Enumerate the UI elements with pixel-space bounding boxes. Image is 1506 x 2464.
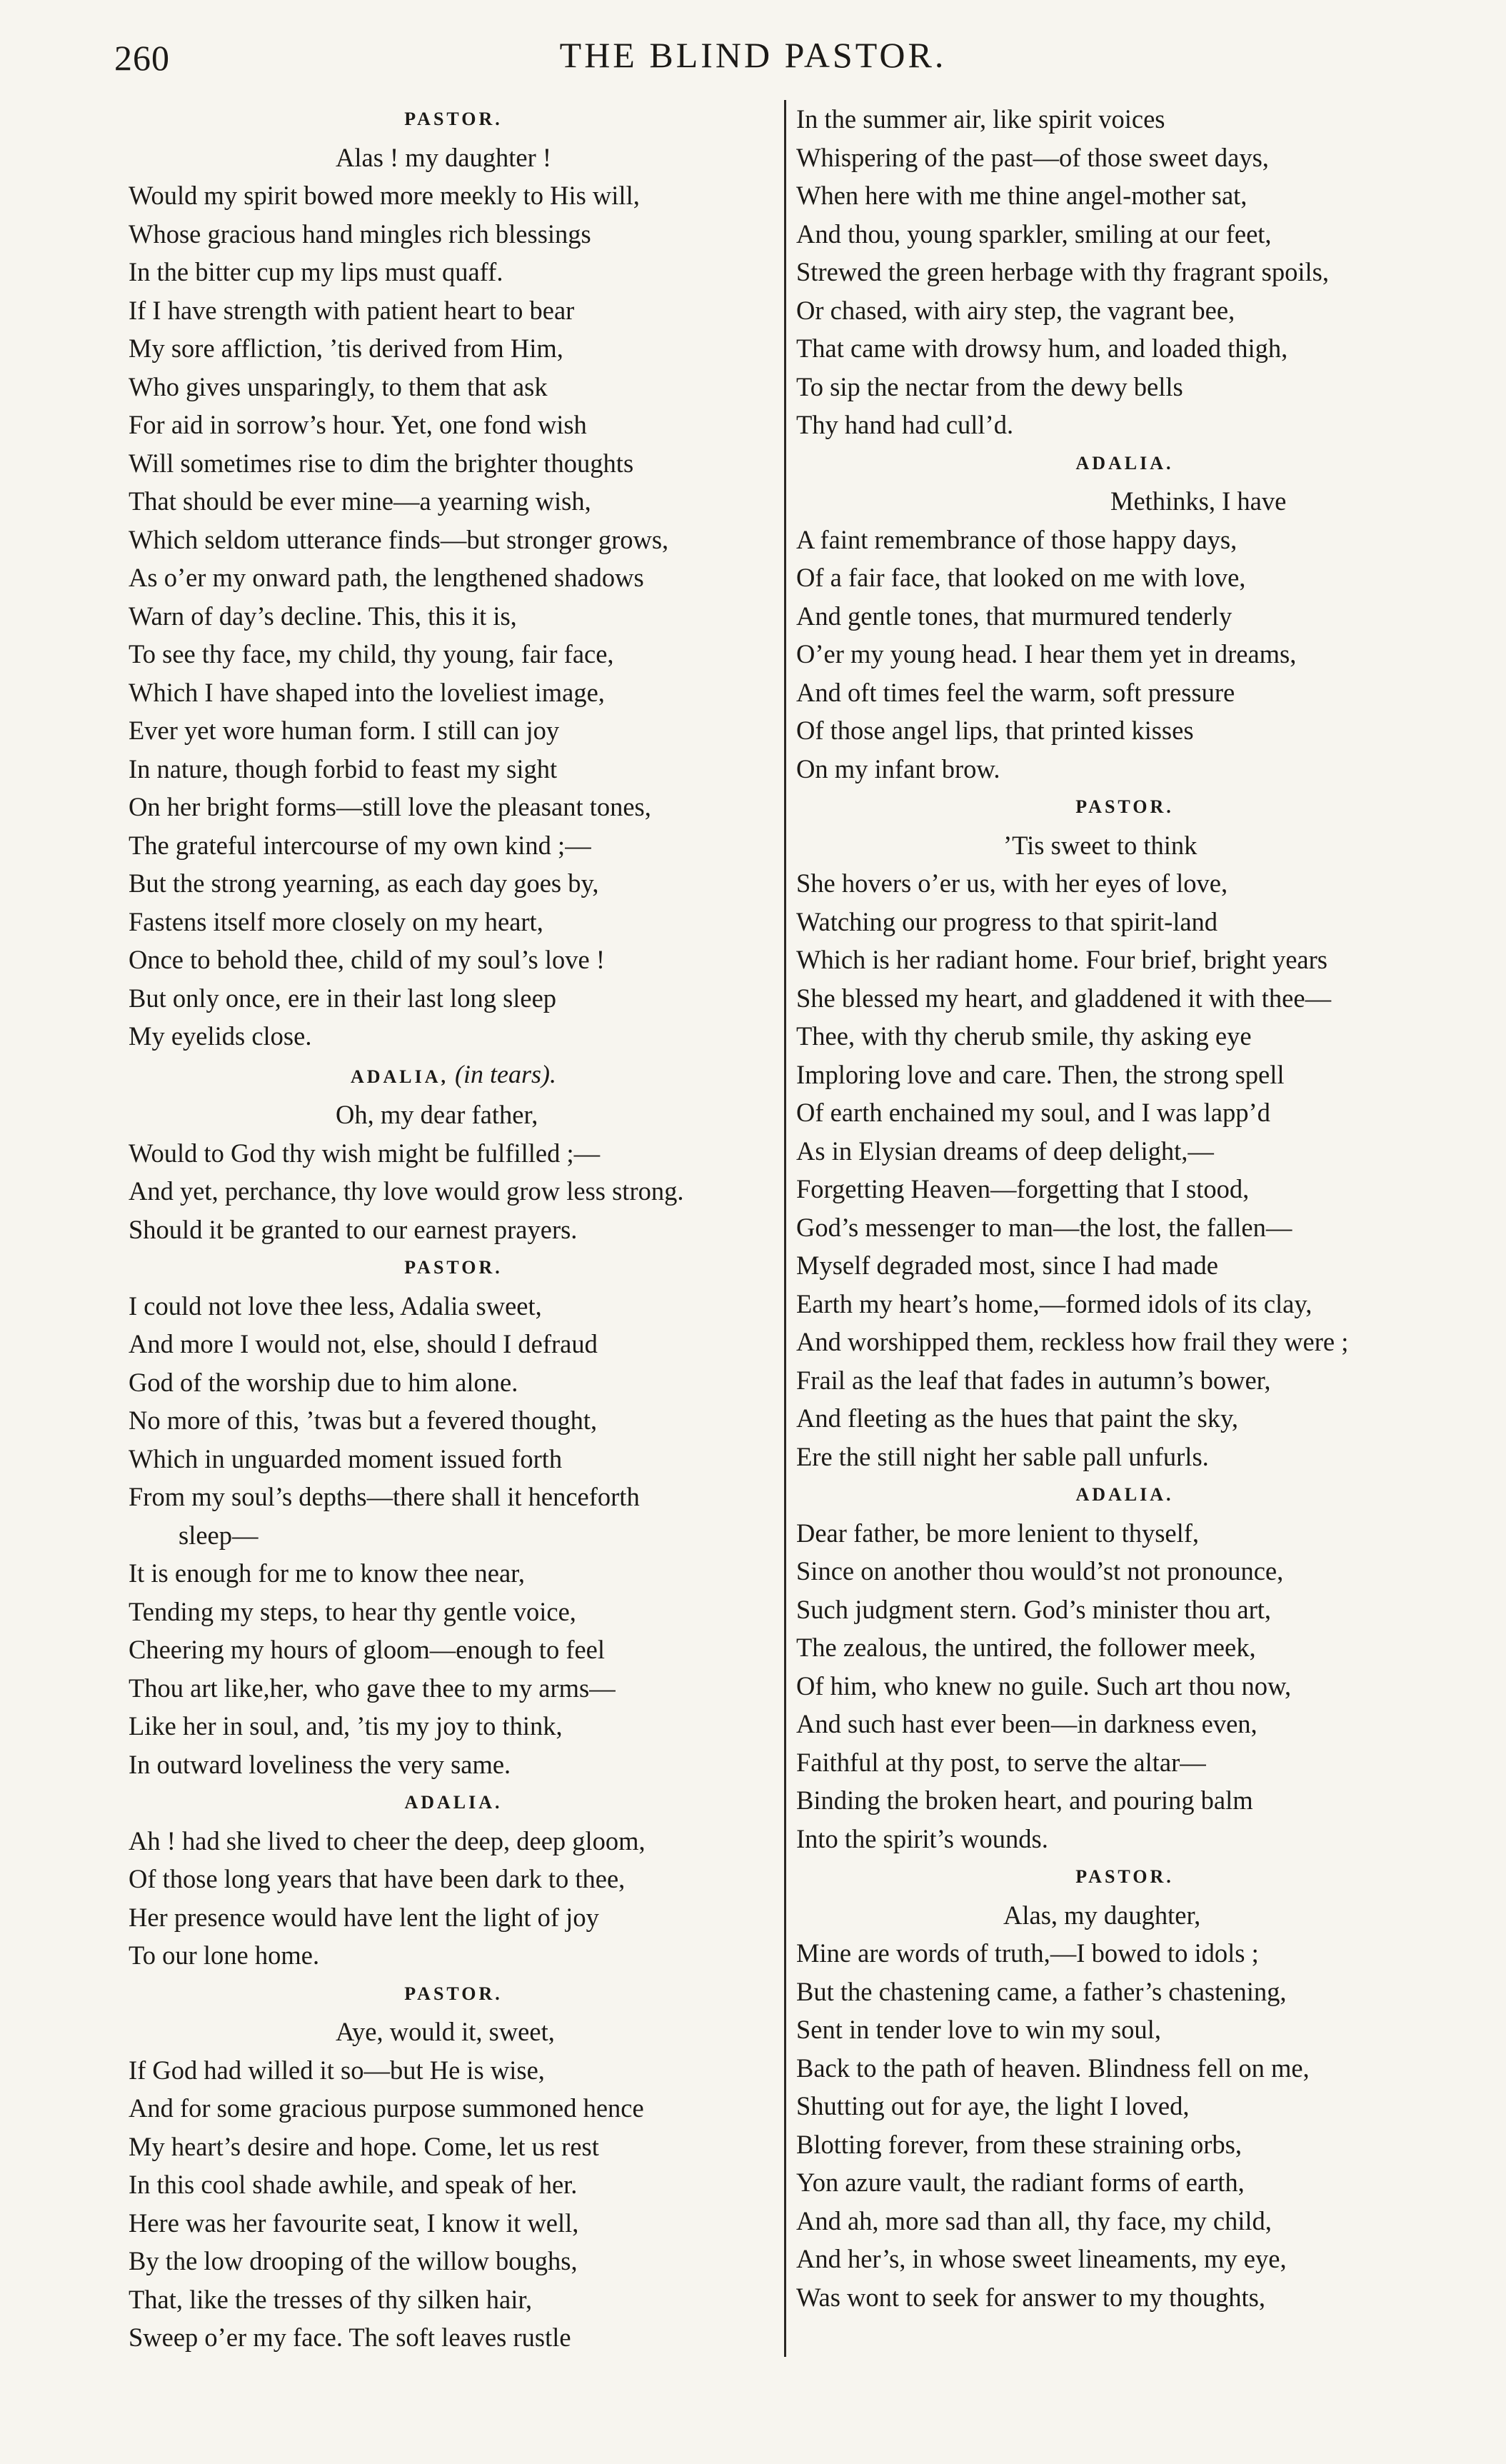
- speech-block: [129, 100, 778, 1056]
- verse-line: That should be ever mine—a yearning wish,: [129, 486, 591, 516]
- verse-line: And more I would not, else, should I defraud: [129, 1329, 598, 1358]
- verse-line: Or chased, with airy step, the vagrant bee,: [796, 295, 1235, 325]
- verse-line: Will sometimes rise to dim the brighter thoughts: [129, 448, 634, 478]
- verse-line: O’er my young head. I hear them yet in dreams,: [796, 639, 1297, 668]
- verse-line: Watching our progress to that spirit-land: [796, 906, 1218, 936]
- verse-line: God’s messenger to man—the lost, the fallen—: [796, 1212, 1292, 1242]
- verse-line: From my soul’s depths—there shall it henceforth: [129, 1482, 640, 1511]
- verse-line: My heart’s desire and hope. Come, let us rest: [129, 2131, 599, 2161]
- verse-line: And worshipped them, reckless how frail they were ;: [796, 1327, 1349, 1356]
- verse-line: If I have strength with patient heart to bear: [129, 295, 575, 325]
- verse-line: But the strong yearning, as each day goes by,: [129, 868, 599, 898]
- speaker-name: [129, 1056, 778, 1096]
- speech-block: [796, 100, 1453, 444]
- verse-line: But only once, ere in their last long sleep: [129, 983, 557, 1013]
- verse-line: Oh, my dear father,: [336, 1100, 538, 1129]
- verse-line: In outward loveliness the very same.: [129, 1749, 511, 1779]
- verse-line: Like her in soul, and, ’tis my joy to think,: [129, 1711, 563, 1741]
- verse-line: Fastens itself more closely on my heart,: [129, 906, 543, 936]
- verse-line: But the chastening came, a father’s chastening,: [796, 1976, 1287, 2006]
- verse-line: Of those long years that have been dark to thee,: [129, 1864, 626, 1893]
- verse-line: Yon azure vault, the radiant forms of earth,: [796, 2168, 1245, 2197]
- speech-block: [796, 1476, 1453, 1858]
- speech-block: [129, 1783, 778, 1975]
- verse-line: My eyelids close.: [129, 1021, 312, 1051]
- verse-line: To see thy face, my child, thy young, fair face,: [129, 639, 614, 668]
- verse-line: That, like the tresses of thy silken hair,: [129, 2284, 533, 2314]
- verse-line: To sip the nectar from the dewy bells: [796, 371, 1183, 401]
- verse-line: In the summer air, like spirit voices: [796, 104, 1165, 134]
- verse-line: Methinks, I have: [1110, 486, 1287, 516]
- speaker-label: PASTOR.: [1075, 796, 1174, 817]
- speaker-label: PASTOR.: [404, 1257, 503, 1278]
- verse-line: Forgetting Heaven—forgetting that I stood,: [796, 1174, 1250, 1203]
- speech-block: [129, 1056, 778, 1249]
- verse-line: Which is her radiant home. Four brief, bright years: [796, 945, 1327, 974]
- verse-line: Alas, my daughter,: [1003, 1900, 1201, 1930]
- verse-line: A faint remembrance of those happy days,: [796, 524, 1238, 554]
- verse-line: Who gives unsparingly, to them that ask: [129, 371, 548, 401]
- speaker-label: ADALIA,: [350, 1066, 449, 1087]
- verse-line: Such judgment stern. God’s minister thou art,: [796, 1594, 1272, 1624]
- verse-line: Once to behold thee, child of my soul’s love !: [129, 945, 605, 974]
- verse-line: Shutting out for aye, the light I loved,: [796, 2091, 1190, 2120]
- verse-line: The zealous, the untired, the follower meek,: [796, 1633, 1256, 1662]
- stage-direction: (in tears).: [448, 1059, 557, 1088]
- verse-line: In the bitter cup my lips must quaff.: [129, 257, 503, 286]
- verse-line: Frail as the leaf that fades in autumn’s bower,: [796, 1365, 1271, 1395]
- verse-line: Should it be granted to our earnest prayers.: [129, 1214, 578, 1244]
- verse-line: Ah ! had she lived to cheer the deep, deep gloom,: [129, 1826, 646, 1855]
- verse-line: No more of this, ’twas but a fevered thought,: [129, 1406, 598, 1435]
- verse-line: Of earth enchained my soul, and I was lapp’d: [796, 1098, 1270, 1127]
- verse-line: In nature, though forbid to feast my sight: [129, 753, 558, 783]
- verse-line: And fleeting as the hues that paint the sky,: [796, 1403, 1239, 1433]
- running-head: THE BLIND PASTOR.: [559, 35, 947, 75]
- verse-line: Of those angel lips, that printed kisses: [796, 716, 1194, 745]
- verse-line: Mine are words of truth,—I bowed to idols ;: [796, 1938, 1259, 1968]
- verse-line: By the low drooping of the willow boughs,: [129, 2246, 578, 2275]
- verse-line: Back to the path of heaven. Blindness fell on me,: [796, 2053, 1310, 2083]
- verse-line: Thy hand had cull’d.: [796, 410, 1014, 439]
- verse-line: It is enough for me to know thee near,: [129, 1558, 526, 1588]
- verse-line: Earth my heart’s home,—formed idols of its clay,: [796, 1288, 1312, 1318]
- verse-line: Here was her favourite seat, I know it well,: [129, 2208, 579, 2238]
- verse-line: And for some gracious purpose summoned hence: [129, 2093, 644, 2123]
- verse-line: Strewed the green herbage with thy fragrant spoils,: [796, 257, 1329, 286]
- verse-line: And yet, perchance, thy love would grow less strong.: [129, 1176, 684, 1206]
- verse-line: As in Elysian dreams of deep delight,—: [796, 1136, 1214, 1166]
- verse-line: Myself degraded most, since I had made: [796, 1251, 1218, 1280]
- verse-line: On her bright forms—still love the pleasant tones,: [129, 792, 651, 821]
- verse-line: Imploring love and care. Then, the strong spell: [796, 1059, 1285, 1089]
- speaker-name: [129, 1975, 778, 2013]
- speaker-name: [796, 1476, 1453, 1514]
- verse-line: Her presence would have lent the light of joy: [129, 1902, 599, 1932]
- verse-line: Sent in tender love to win my soul,: [796, 2015, 1161, 2044]
- verse-line: Ever yet wore human form. I still can joy: [129, 716, 560, 745]
- verse-line: Would to God thy wish might be fulfilled ;—: [129, 1138, 601, 1168]
- verse-line: Thee, with thy cherub smile, thy asking eye: [796, 1021, 1252, 1051]
- verse-line: Which I have shaped into the loveliest image,: [129, 677, 605, 707]
- verse-line: When here with me thine angel-mother sat,: [796, 181, 1248, 210]
- verse-line: On my infant brow.: [796, 753, 1000, 783]
- speech-block: [796, 444, 1453, 788]
- verse-line: Was wont to seek for answer to my thoughts,: [796, 2282, 1265, 2312]
- verse-line: And thou, young sparkler, smiling at our feet,: [796, 219, 1272, 249]
- speaker-label: ADALIA.: [1075, 1484, 1174, 1505]
- verse-line: Of a fair face, that looked on me with love,: [796, 563, 1246, 592]
- right-column: [796, 100, 1453, 2443]
- verse-line: ’Tis sweet to think: [1003, 830, 1198, 860]
- speaker-name: [129, 1783, 778, 1822]
- verse-line: Faithful at thy post, to serve the altar—: [796, 1747, 1206, 1777]
- verse-line: And oft times feel the warm, soft pressure: [796, 677, 1235, 707]
- verse-line: Of him, who knew no guile. Such art thou now,: [796, 1671, 1292, 1701]
- verse-line: She blessed my heart, and gladdened it with thee—: [796, 983, 1332, 1013]
- verse-line: To our lone home.: [129, 1940, 320, 1970]
- speaker-name: [129, 1248, 778, 1287]
- speech-block: [796, 1858, 1453, 2316]
- left-column: [129, 100, 778, 2443]
- verse-line: And such hast ever been—in darkness even,: [796, 1709, 1257, 1738]
- page-number: 260: [114, 38, 170, 78]
- verse-line: And gentle tones, that murmured tenderly: [796, 601, 1233, 631]
- verse-line: Ere the still night her sable pall unfurls.: [796, 1441, 1209, 1471]
- verse-line: Would my spirit bowed more meekly to His will,: [129, 181, 640, 210]
- speech-block: [796, 788, 1453, 1476]
- verse-line: She hovers o’er us, with her eyes of love,: [796, 868, 1228, 898]
- verse-line: I could not love thee less, Adalia sweet,: [129, 1291, 542, 1321]
- verse-line: My sore affliction, ’tis derived from Him,: [129, 334, 563, 363]
- verse-line: Since on another thou would’st not pronounce,: [796, 1556, 1284, 1586]
- speaker-label: ADALIA.: [404, 1792, 503, 1813]
- speaker-label: PASTOR.: [404, 109, 503, 129]
- speech-block: [129, 1248, 778, 1783]
- speaker-label: PASTOR.: [404, 1983, 503, 2004]
- verse-line: For aid in sorrow’s hour. Yet, one fond wish: [129, 410, 587, 439]
- verse-line: Which in unguarded moment issued forth: [129, 1443, 563, 1473]
- verse-line: Into the spirit’s wounds.: [796, 1823, 1048, 1853]
- verse-line: Whose gracious hand mingles rich blessings: [129, 219, 591, 249]
- speaker-name: [129, 100, 778, 139]
- verse-line: Cheering my hours of gloom—enough to feel: [129, 1635, 606, 1664]
- verse-line: Binding the broken heart, and pouring balm: [796, 1786, 1253, 1815]
- column-rule: [784, 100, 786, 2357]
- verse-line: And ah, more sad than all, thy face, my child,: [796, 2205, 1272, 2235]
- verse-line: As o’er my onward path, the lengthened shadows: [129, 563, 644, 592]
- verse-line: God of the worship due to him alone.: [129, 1367, 518, 1397]
- speech-block: [129, 1975, 778, 2357]
- verse-line: sleep—: [179, 1520, 258, 1550]
- verse-line: Thou art like,her, who gave thee to my arms—: [129, 1673, 616, 1703]
- verse-line: Whispering of the past—of those sweet days,: [796, 142, 1269, 172]
- speaker-name: [796, 1858, 1453, 1896]
- speaker-label: ADALIA.: [1075, 452, 1174, 474]
- verse-line: In this cool shade awhile, and speak of her.: [129, 2170, 578, 2199]
- verse-line: Warn of day’s decline. This, this it is,: [129, 601, 517, 631]
- speaker-label: PASTOR.: [1075, 1866, 1174, 1887]
- verse-line: Blotting forever, from these straining orbs,: [796, 2129, 1242, 2159]
- verse-line: If God had willed it so—but He is wise,: [129, 2055, 545, 2085]
- speaker-name: [796, 788, 1453, 826]
- verse-line: Alas ! my daughter !: [336, 142, 552, 172]
- verse-line: And her’s, in whose sweet lineaments, my eye,: [796, 2244, 1287, 2273]
- verse-line: That came with drowsy hum, and loaded thigh,: [796, 334, 1288, 363]
- verse-line: Dear father, be more lenient to thyself,: [796, 1518, 1200, 1548]
- verse-line: Sweep o’er my face. The soft leaves rustle: [129, 2323, 571, 2352]
- verse-line: Which seldom utterance finds—but stronger grows,: [129, 524, 669, 554]
- verse-line: Tending my steps, to hear thy gentle voice,: [129, 1596, 576, 1626]
- verse-line: Aye, would it, sweet,: [336, 2017, 555, 2046]
- speaker-name: [796, 444, 1453, 483]
- verse-line: The grateful intercourse of my own kind ;—: [129, 830, 591, 860]
